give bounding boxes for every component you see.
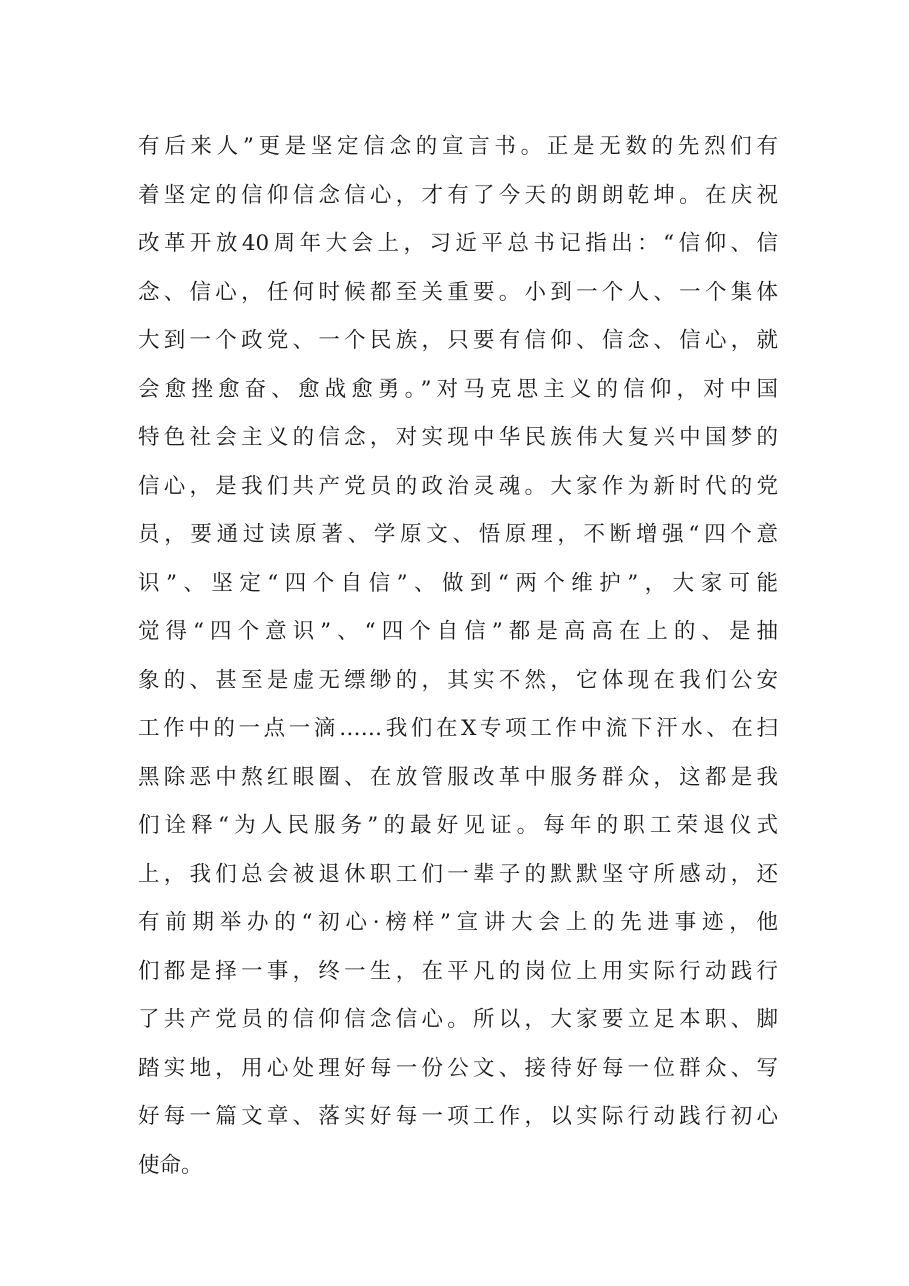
text-line-14: 黑除恶中熬红眼圈、在放管服改革中服务群众，这都是我 xyxy=(138,764,778,790)
text-line-2: 着坚定的信仰信念信心，才有了今天的朗朗乾坤。在庆祝 xyxy=(138,182,778,208)
text-line-17: 有前期举办的“初心·榜样”宣讲大会上的先进事迹，他 xyxy=(138,910,778,935)
text-line-1: 有后来人”更是坚定信念的宣言书。正是无数的先烈们有 xyxy=(138,134,778,159)
text-line-9: 员，要通过读原著、学原文、悟原理，不断增强“四个意 xyxy=(138,522,778,547)
text-line-20: 踏实地，用心处理好每一份公文、接待好每一位群众、写 xyxy=(138,1055,778,1081)
text-line-7: 特色社会主义的信念，对实现中华民族伟大复兴中国梦的 xyxy=(138,425,778,450)
text-line-22: 使命。 xyxy=(138,1152,203,1178)
text-line-8: 信心，是我们共产党员的政治灵魂。大家作为新时代的党 xyxy=(138,473,778,499)
text-line-15: 们诠释“为人民服务”的最好见证。每年的职工荣退仪式 xyxy=(138,813,778,838)
text-line-3: 改革开放40周年大会上，习近平总书记指出：“信仰、信 xyxy=(138,231,778,256)
body-paragraph xyxy=(138,123,778,1190)
text-line-5: 大到一个政党、一个民族，只要有信仰、信念、信心，就 xyxy=(138,328,778,353)
text-line-6: 会愈挫愈奋、愈战愈勇。”对马克思主义的信仰，对中国 xyxy=(138,376,778,402)
text-line-4: 念、信心，任何时候都至关重要。小到一个人、一个集体 xyxy=(138,279,778,305)
text-line-18: 们都是择一事，终一生，在平凡的岗位上用实际行动践行 xyxy=(138,958,778,984)
text-line-10: 识”、坚定“四个自信”、做到“两个维护”，大家可能 xyxy=(138,570,778,596)
text-line-21: 好每一篇文章、落实好每一项工作，以实际行动践行初心 xyxy=(138,1104,778,1129)
text-line-12: 象的、甚至是虚无缥缈的，其实不然，它体现在我们公安 xyxy=(138,667,778,693)
text-line-13: 工作中的一点一滴……我们在X专项工作中流下汗水、在扫 xyxy=(138,716,778,741)
text-line-19: 了共产党员的信仰信念信心。所以，大家要立足本职、脚 xyxy=(138,1007,778,1032)
text-line-16: 上，我们总会被退休职工们一辈子的默默坚守所感动，还 xyxy=(138,861,778,887)
text-line-11: 觉得“四个意识”、“四个自信”都是高高在上的、是抽 xyxy=(138,619,778,644)
